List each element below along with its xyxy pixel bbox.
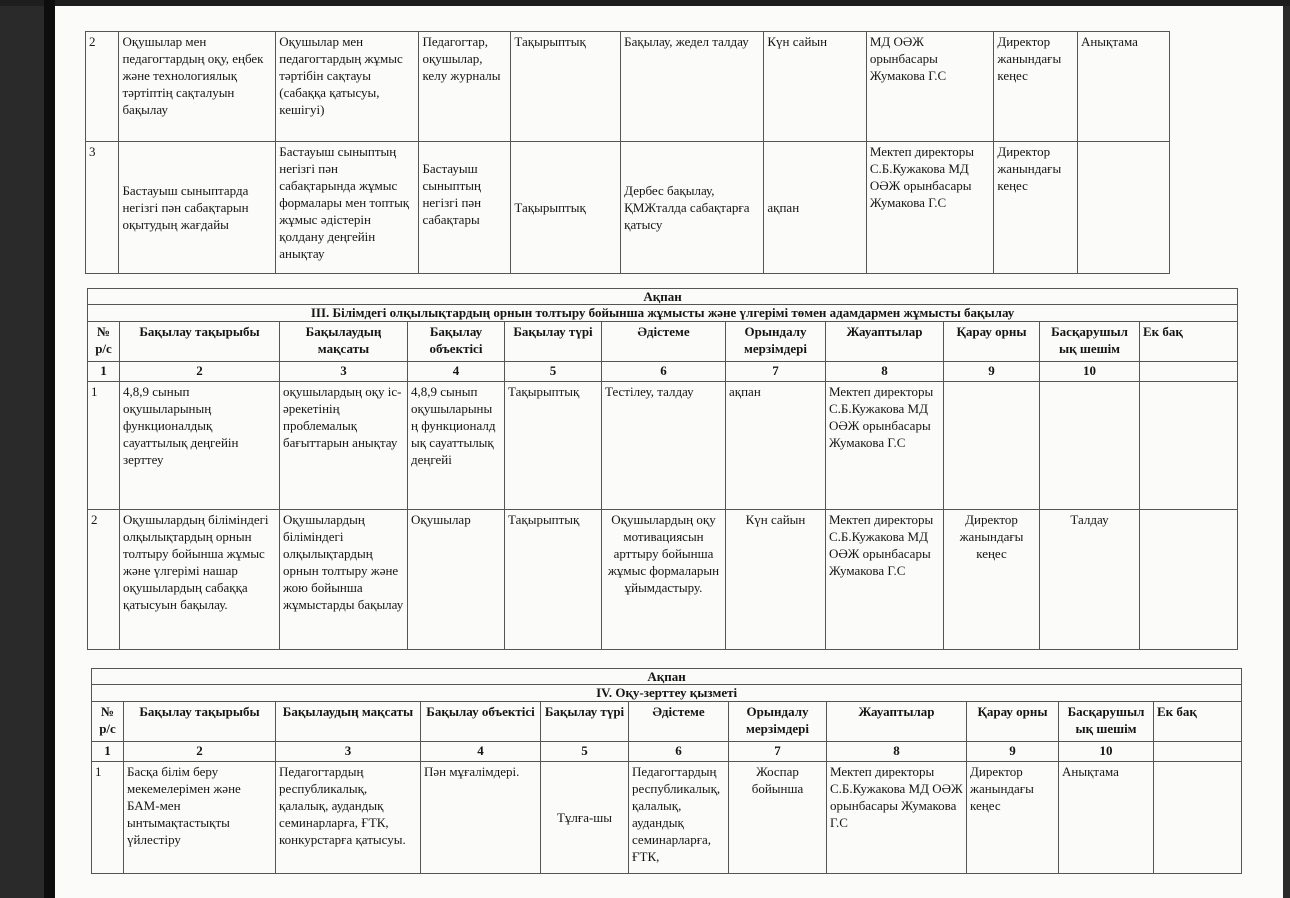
col-header: Бақылау тақырыбы	[120, 322, 280, 362]
section-4-month: Ақпан	[92, 669, 1242, 685]
control-decision	[1077, 142, 1169, 274]
table-row	[88, 510, 1238, 650]
col-header: Бақылау объектісі	[408, 322, 505, 362]
col-header: Бақылау тақырыбы	[124, 702, 276, 742]
col-header: № р/с	[92, 702, 124, 742]
control-time: Күн сайын	[726, 510, 826, 650]
col-number: 1	[88, 362, 120, 382]
col-header: № р/с	[88, 322, 120, 362]
col-number: 9	[944, 362, 1040, 382]
control-responsible: Мектеп директоры С.Б.Кужакова МД ОӘЖ орынбасары Жумакова Г.С	[866, 142, 994, 274]
col-header: Бақылау түрі	[505, 322, 602, 362]
control-type: Тақырыптық	[511, 142, 621, 274]
control-aim: Бастауыш сыныптың негізгі пән сабақтарында жұмыс формалары мен топтық жұмыс әдістерін қолдану деңгейін анықтау	[276, 142, 419, 274]
control-object: Оқушылар	[408, 510, 505, 650]
col-number: 8	[826, 362, 944, 382]
header-row	[92, 702, 1242, 742]
control-method: Тестілеу, талдау	[602, 382, 726, 510]
scanned-page	[55, 6, 1283, 898]
control-method: Оқушылардың оқу мотивациясын арттыру бойынша жұмыс формаларын ұйымдастыру.	[602, 510, 726, 650]
col-number: 1	[92, 742, 124, 762]
control-topic: 4,8,9 сынып оқушыларының функционалдық сауаттылық деңгейін зерттеу	[120, 382, 280, 510]
col-header: Қарау орны	[944, 322, 1040, 362]
control-topic: Оқушылардың біліміндегі олқылықтардың орнын толтыру бойынша жұмыс және үлгерімі нашар оқушылардың сабаққа қатысуын бақылау.	[120, 510, 280, 650]
col-header: Әдістеме	[602, 322, 726, 362]
extra-cell	[1154, 762, 1242, 874]
control-aim: Оқушылар мен педагогтардың жұмыс тәртібін сақтауы (сабаққа қатысуы, кешігуі)	[276, 32, 419, 142]
col-number: 8	[827, 742, 967, 762]
col-number: 7	[729, 742, 827, 762]
section-4-title: IV. Оқу-зерттеу қызметі	[92, 685, 1242, 702]
col-header: Басқарушыл ық шешім	[1059, 702, 1154, 742]
col-header: Бақылаудың мақсаты	[280, 322, 408, 362]
control-method: Педагогтардың республикалық, қалалық, аудандық семинарларға, ҒТК,	[629, 762, 729, 874]
section-3-title: III. Білімдегі олқылықтардың орнын толтыру бойынша жұмысты және үлгерімі төмен адамдармен жұмысты бақылау	[88, 305, 1238, 322]
table-section-4	[91, 668, 1242, 874]
control-object: Пән мұғалімдері.	[421, 762, 541, 874]
column-number-row	[92, 742, 1242, 762]
col-header: Әдістеме	[629, 702, 729, 742]
table-row	[86, 142, 1170, 274]
col-header: Қарау орны	[967, 702, 1059, 742]
col-number	[1154, 742, 1242, 762]
control-method: Бақылау, жедел талдау	[621, 32, 764, 142]
table-top	[85, 31, 1170, 274]
control-decision: Талдау	[1040, 510, 1140, 650]
section-month-row	[88, 289, 1238, 305]
control-place: Директор жанындағы кеңес	[994, 142, 1078, 274]
col-header: Бақылау түрі	[541, 702, 629, 742]
col-number: 4	[408, 362, 505, 382]
control-place: Директор жанындағы кеңес	[967, 762, 1059, 874]
control-time: ақпан	[726, 382, 826, 510]
col-header: Орындалу мерзімдері	[729, 702, 827, 742]
col-header: Бақылаудың мақсаты	[276, 702, 421, 742]
row-number: 3	[86, 142, 119, 274]
control-time: Жоспар бойынша	[729, 762, 827, 874]
scan-left-edge	[44, 0, 55, 898]
col-number: 9	[967, 742, 1059, 762]
row-number: 2	[86, 32, 119, 142]
control-object: 4,8,9 сынып оқушыларыны ң функционалд ық сауаттылық деңгейі	[408, 382, 505, 510]
table-section-3	[87, 288, 1238, 650]
col-number: 10	[1040, 362, 1140, 382]
table-row	[88, 382, 1238, 510]
col-number: 2	[124, 742, 276, 762]
control-object: Педагогтар, оқушылар, келу журналы	[419, 32, 511, 142]
table-row	[86, 32, 1170, 142]
control-responsible: Мектеп директоры С.Б.Кужакова МД ОӘЖ орынбасары Жумакова Г.С	[826, 382, 944, 510]
col-header: Жауаптылар	[827, 702, 967, 742]
header-row	[88, 322, 1238, 362]
control-type: Тақырыптық	[511, 32, 621, 142]
control-responsible: Мектеп директоры С.Б.Кужакова МД ОӘЖ орынбасары Жумакова Г.С	[826, 510, 944, 650]
section-title-row	[88, 305, 1238, 322]
control-type: Тақырыптық	[505, 382, 602, 510]
section-3-month: Ақпан	[88, 289, 1238, 305]
row-number: 1	[88, 382, 120, 510]
control-place	[944, 382, 1040, 510]
column-number-row	[88, 362, 1238, 382]
col-number: 6	[629, 742, 729, 762]
col-header: Жауаптылар	[826, 322, 944, 362]
control-decision	[1040, 382, 1140, 510]
col-number: 5	[505, 362, 602, 382]
col-number: 7	[726, 362, 826, 382]
col-number	[1140, 362, 1238, 382]
section-title-row	[92, 685, 1242, 702]
control-place: Директор жанындағы кеңес	[994, 32, 1078, 142]
col-number: 10	[1059, 742, 1154, 762]
col-number: 4	[421, 742, 541, 762]
control-responsible: Мектеп директоры С.Б.Кужакова МД ОӘЖ орынбасары Жумакова Г.С	[827, 762, 967, 874]
col-number: 3	[280, 362, 408, 382]
col-header: Ек бақ	[1154, 702, 1242, 742]
control-method: Дербес бақылау, ҚМЖталда сабақтарға қатысу	[621, 142, 764, 274]
row-number: 1	[92, 762, 124, 874]
control-time: Күн сайын	[764, 32, 866, 142]
control-topic: Оқушылар мен педагогтардың оқу, еңбек және технологиялық тәртіптің сақталуын бақылау	[119, 32, 276, 142]
col-header: Бақылау объектісі	[421, 702, 541, 742]
control-topic: Басқа білім беру мекемелерімен және БАМ-мен ынтымақтастықты үйлестіру	[124, 762, 276, 874]
control-type: Тұлға-шы	[541, 762, 629, 874]
control-aim: Оқушылардың біліміндегі олқылықтардың орнын толтыру және жою бойынша жұмыстарды бақылау	[280, 510, 408, 650]
col-number: 6	[602, 362, 726, 382]
control-decision: Анықтама	[1059, 762, 1154, 874]
section-month-row	[92, 669, 1242, 685]
control-decision: Анықтама	[1077, 32, 1169, 142]
table-row	[92, 762, 1242, 874]
control-responsible: МД ОӘЖ орынбасары Жумакова Г.С	[866, 32, 994, 142]
col-header: Басқарушыл ық шешім	[1040, 322, 1140, 362]
col-number: 2	[120, 362, 280, 382]
control-object: Бастауыш сыныптың негізгі пән сабақтары	[419, 142, 511, 274]
col-header: Ек бақ	[1140, 322, 1238, 362]
control-aim: Педагогтардың республикалық, қалалық, аудандық семинарларға, ҒТК, конкурстарға қатысуы.	[276, 762, 421, 874]
extra-cell	[1140, 510, 1238, 650]
col-number: 3	[276, 742, 421, 762]
row-number: 2	[88, 510, 120, 650]
control-place: Директор жанындағы кеңес	[944, 510, 1040, 650]
control-aim: оқушылардың оқу іс-әрекетінің проблемалық бағыттарын анықтау	[280, 382, 408, 510]
control-time: ақпан	[764, 142, 866, 274]
control-topic: Бастауыш сыныптарда негізгі пән сабақтарын оқытудың жағдайы	[119, 142, 276, 274]
col-header: Орындалу мерзімдері	[726, 322, 826, 362]
extra-cell	[1140, 382, 1238, 510]
control-type: Тақырыптық	[505, 510, 602, 650]
col-number: 5	[541, 742, 629, 762]
